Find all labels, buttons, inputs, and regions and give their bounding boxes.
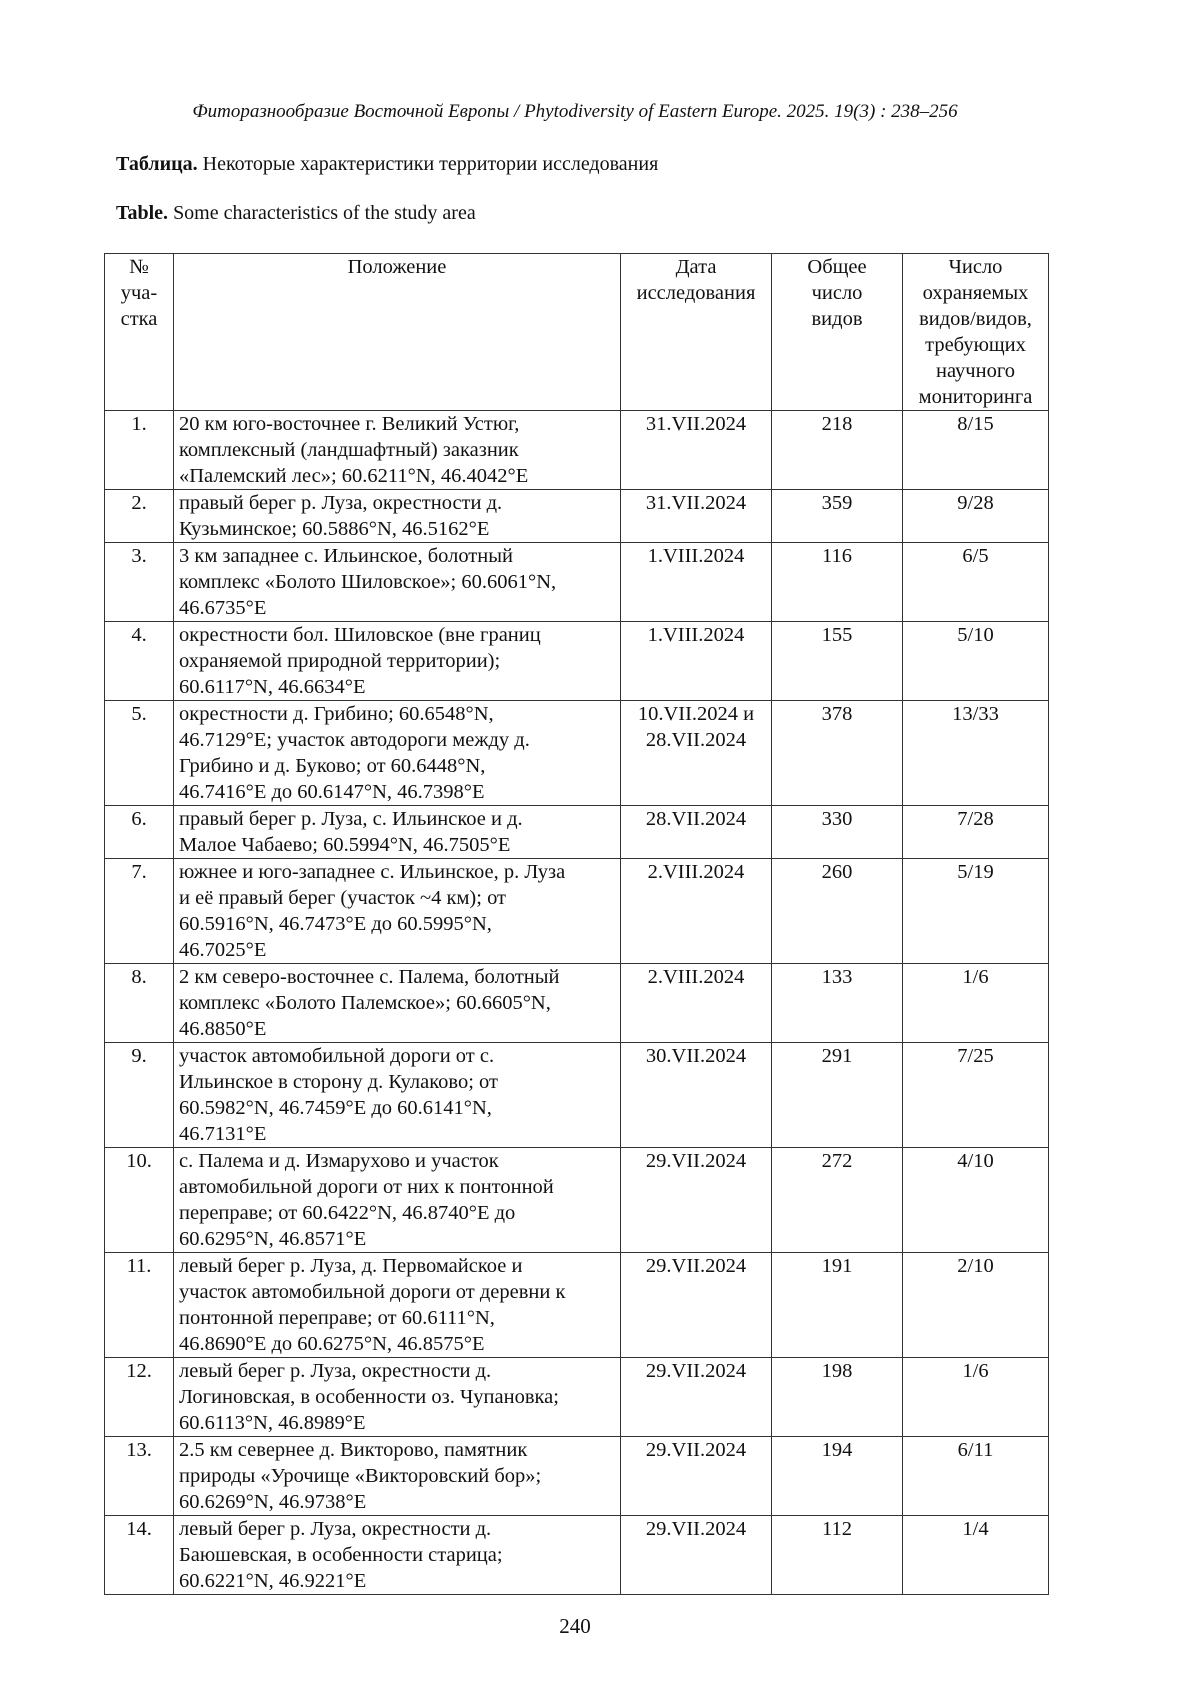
- table-row: [105, 701, 1049, 806]
- cell-date: 29.VII.2024: [621, 1516, 772, 1595]
- cell-date: 2.VIII.2024: [621, 859, 772, 964]
- cell-date: 1.VIII.2024: [621, 543, 772, 622]
- cell-protected-species: 4/10: [903, 1148, 1049, 1253]
- cell-date: 10.VII.2024 и 28.VII.2024: [621, 701, 772, 806]
- caption-text: Some characteristics of the study area: [168, 202, 476, 224]
- cell-location: 2.5 км севернее д. Викторово, памятник природы «Урочище «Викторовский бор»; 60.6269°N, 46.9738°E: [174, 1437, 621, 1516]
- cell-site-number: 10.: [105, 1148, 174, 1253]
- cell-protected-species: 8/15: [903, 411, 1049, 490]
- cell-protected-species: 1/6: [903, 1358, 1049, 1437]
- table-row: [105, 859, 1049, 964]
- table-row: [105, 806, 1049, 859]
- cell-total-species: 218: [772, 411, 903, 490]
- cell-total-species: 330: [772, 806, 903, 859]
- table-row: [105, 490, 1049, 543]
- cell-total-species: 260: [772, 859, 903, 964]
- cell-date: 29.VII.2024: [621, 1358, 772, 1437]
- cell-total-species: 133: [772, 964, 903, 1043]
- cell-protected-species: 1/4: [903, 1516, 1049, 1595]
- caption-label: Таблица.: [116, 153, 198, 175]
- cell-location: левый берег р. Луза, окрестности д. Баюшевская, в особенности старица; 60.6221°N, 46.9221°E: [174, 1516, 621, 1595]
- table-row: [105, 1253, 1049, 1358]
- cell-protected-species: 13/33: [903, 701, 1049, 806]
- cell-total-species: 291: [772, 1043, 903, 1148]
- cell-date: 29.VII.2024: [621, 1148, 772, 1253]
- table-caption-ru: [116, 153, 658, 176]
- cell-total-species: 198: [772, 1358, 903, 1437]
- cell-site-number: 5.: [105, 701, 174, 806]
- cell-protected-species: 1/6: [903, 964, 1049, 1043]
- cell-location: 3 км западнее с. Ильинское, болотный комплекс «Болото Шиловское»; 60.6061°N, 46.6735°E: [174, 543, 621, 622]
- cell-site-number: 3.: [105, 543, 174, 622]
- cell-location: окрестности д. Грибино; 60.6548°N, 46.7129°E; участок автодороги между д. Грибино и д. Буково; от 60.6448°N, 46.7416°E до 60.6147°N, 46.7398°E: [174, 701, 621, 806]
- cell-site-number: 1.: [105, 411, 174, 490]
- cell-location: окрестности бол. Шиловское (вне границ охраняемой природной территории); 60.6117°N, 46.6634°E: [174, 622, 621, 701]
- cell-protected-species: 5/10: [903, 622, 1049, 701]
- table-row: [105, 411, 1049, 490]
- table-row: [105, 1148, 1049, 1253]
- header-total-species: Общее число видов: [772, 254, 903, 411]
- cell-date: 31.VII.2024: [621, 490, 772, 543]
- table-row: [105, 543, 1049, 622]
- header-site-number: № уча- стка: [105, 254, 174, 411]
- cell-site-number: 4.: [105, 622, 174, 701]
- cell-date: 30.VII.2024: [621, 1043, 772, 1148]
- cell-total-species: 112: [772, 1516, 903, 1595]
- cell-site-number: 13.: [105, 1437, 174, 1516]
- cell-site-number: 7.: [105, 859, 174, 964]
- cell-site-number: 11.: [105, 1253, 174, 1358]
- cell-protected-species: 5/19: [903, 859, 1049, 964]
- cell-total-species: 191: [772, 1253, 903, 1358]
- cell-location: левый берег р. Луза, д. Первомайское и участок автомобильной дороги от деревни к понтонной переправе; от 60.6111°N, 46.8690°E до 60.6275°N, 46.8575°E: [174, 1253, 621, 1358]
- header-date: Дата исследования: [621, 254, 772, 411]
- cell-date: 31.VII.2024: [621, 411, 772, 490]
- cell-location: с. Палема и д. Измарухово и участок автомобильной дороги от них к понтонной переправе; от 60.6422°N, 46.8740°E до 60.6295°N, 46.8571°E: [174, 1148, 621, 1253]
- cell-location: участок автомобильной дороги от с. Ильинское в сторону д. Кулаково; от 60.5982°N, 46.7459°E до 60.6141°N, 46.7131°E: [174, 1043, 621, 1148]
- table-row: [105, 622, 1049, 701]
- cell-date: 29.VII.2024: [621, 1437, 772, 1516]
- cell-location: 20 км юго-восточнее г. Великий Устюг, комплексный (ландшафтный) заказник «Палемский лес»; 60.6211°N, 46.4042°E: [174, 411, 621, 490]
- cell-total-species: 359: [772, 490, 903, 543]
- table-caption-en: [116, 202, 476, 225]
- cell-total-species: 378: [772, 701, 903, 806]
- running-header: Фиторазнообразие Восточной Европы / Phytodiversity of Eastern Europe. 2025. 19(3) : 238–256: [0, 101, 1150, 123]
- cell-site-number: 14.: [105, 1516, 174, 1595]
- cell-date: 1.VIII.2024: [621, 622, 772, 701]
- cell-date: 2.VIII.2024: [621, 964, 772, 1043]
- caption-text: Некоторые характеристики территории исследования: [198, 153, 659, 175]
- cell-total-species: 194: [772, 1437, 903, 1516]
- table-row: [105, 1358, 1049, 1437]
- cell-site-number: 12.: [105, 1358, 174, 1437]
- cell-protected-species: 7/28: [903, 806, 1049, 859]
- cell-total-species: 116: [772, 543, 903, 622]
- header-protected-species: Число охраняемых видов/видов, требующих научного мониторинга: [903, 254, 1049, 411]
- cell-total-species: 155: [772, 622, 903, 701]
- cell-protected-species: 9/28: [903, 490, 1049, 543]
- cell-location: правый берег р. Луза, окрестности д. Кузьминское; 60.5886°N, 46.5162°E: [174, 490, 621, 543]
- cell-protected-species: 2/10: [903, 1253, 1049, 1358]
- table-header-row: [105, 254, 1049, 411]
- cell-protected-species: 6/11: [903, 1437, 1049, 1516]
- cell-date: 28.VII.2024: [621, 806, 772, 859]
- cell-date: 29.VII.2024: [621, 1253, 772, 1358]
- study-area-table: [104, 253, 1049, 1595]
- table-row: [105, 964, 1049, 1043]
- table-row: [105, 1516, 1049, 1595]
- cell-location: 2 км северо-восточнее с. Палема, болотный комплекс «Болото Палемское»; 60.6605°N, 46.8850°E: [174, 964, 621, 1043]
- cell-location: южнее и юго-западнее с. Ильинское, р. Луза и её правый берег (участок ~4 км); от 60.5916°N, 46.7473°E до 60.5995°N, 46.7025°E: [174, 859, 621, 964]
- cell-location: левый берег р. Луза, окрестности д. Логиновская, в особенности оз. Чупановка; 60.6113°N, 46.8989°E: [174, 1358, 621, 1437]
- cell-site-number: 2.: [105, 490, 174, 543]
- header-location: Положение: [174, 254, 621, 411]
- cell-location: правый берег р. Луза, с. Ильинское и д. Малое Чабаево; 60.5994°N, 46.7505°E: [174, 806, 621, 859]
- table-row: [105, 1437, 1049, 1516]
- cell-site-number: 8.: [105, 964, 174, 1043]
- cell-site-number: 6.: [105, 806, 174, 859]
- cell-protected-species: 7/25: [903, 1043, 1049, 1148]
- page-number: 240: [0, 1614, 1150, 1639]
- cell-protected-species: 6/5: [903, 543, 1049, 622]
- cell-site-number: 9.: [105, 1043, 174, 1148]
- caption-label: Table.: [116, 202, 168, 224]
- table-row: [105, 1043, 1049, 1148]
- cell-total-species: 272: [772, 1148, 903, 1253]
